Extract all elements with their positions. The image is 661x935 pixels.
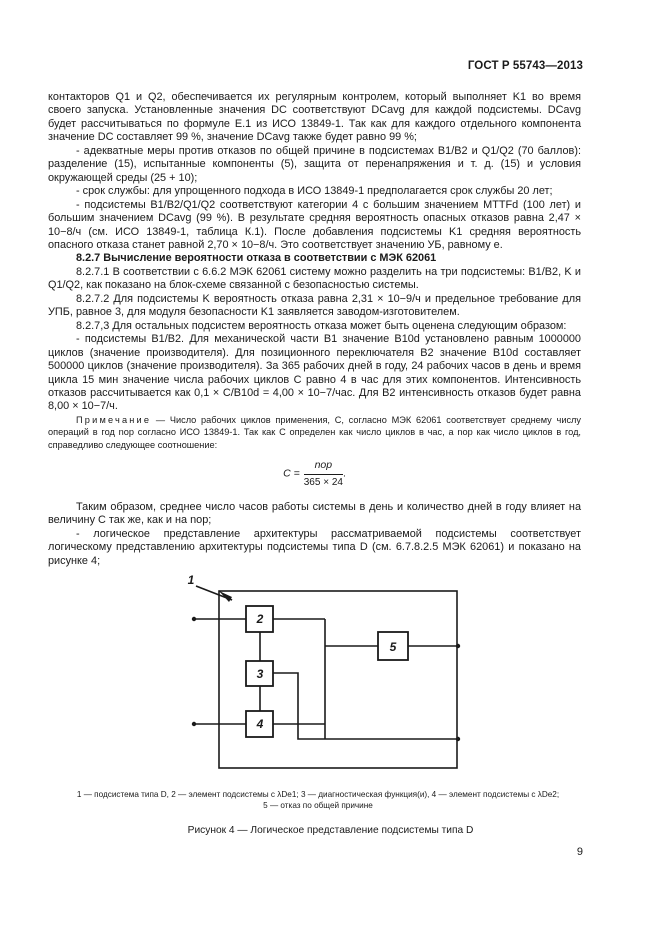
page-number: 9 — [576, 846, 583, 858]
diagnostic-output-line — [273, 673, 458, 739]
block-5-label: 5 — [389, 640, 397, 654]
paragraph-p9: Таким образом, среднее число часов работы системы в день и количество дней в году влияет на величину C так же, как и на nop; — [48, 501, 581, 527]
figure-legend — [48, 789, 588, 811]
output-node-bottom — [456, 737, 460, 741]
legend-line-1: 1 — подсистема типа D, 2 — элемент подсистемы с λDe1; 3 — диагностическая функция(и), 4 — элемент подсистемы с λDe2; — [76, 790, 560, 799]
paragraph-p5: 8.2.7.1 В соответствии с 6.6.2 МЭК 62061 систему можно разделить на три подсистемы: B1/B2, K и Q1/Q2, как показано на блок-схеме связанной с безопасностью системы. — [48, 265, 581, 292]
callout-label: 1 — [187, 573, 195, 587]
paragraph-p7: 8.2.7,3 Для остальных подсистем вероятность отказа может быть оценена следующим образом: — [76, 319, 567, 332]
input-node-bottom — [192, 722, 196, 726]
paragraph-p3: - срок службы: для упрощенного подхода в ИСО 13849-1 предполагается срок службы 20 лет; — [76, 185, 553, 198]
paragraph-p4: - подсистемы B1/B2/Q1/Q2 соответствуют категории 4 с большим значением MTTFd (100 лет) и большим значением DCavg (99 %). В результате средняя вероятность опасных отказов равна 2,47 × 10−8/ч (см. ИСО 13849-1, таблица К.1). После добавления подсистемы K1 средняя вероятность опасного отказа станет равной 2,70 × 10−8/ч. Это соответствует значению УБ, равному e. — [48, 198, 581, 251]
paragraph-p8: - подсистемы B1/B2. Для механической части B1 значение B10d установлено равным 1000000 циклов (значение производителя). Для позиционного переключателя B2 значение B10d составляет 500000 циклов (значение производителя). За 365 рабочих дней в году, 24 рабочих часов в день и время цикла 15 мин значение числа рабочих циклов C равно 4 в час для этих компонентов. Интенсивность отказов рассчитывается как 0,1 × C/B10d = 4,00 × 10−7/час. Для B2 интенсивность отказов будет равна 8,00 × 10−7/ч. — [48, 333, 581, 413]
block-3-label: 3 — [256, 667, 264, 681]
formula-tail: . — [342, 467, 346, 480]
output-node-top — [456, 644, 460, 648]
paragraph-p6: 8.2.7.2 Для подсистемы K вероятность отказа равна 2,31 × 10−9/ч и предельное требование для УПБ, равное 3, для модуля безопасности K1 заявляется заводом-изготовителем. — [48, 292, 581, 319]
formula-denominator: 365 × 24 — [303, 476, 343, 488]
block-2-label: 2 — [256, 612, 264, 626]
figure-caption: Рисунок 4 — Логическое представление подсистемы типа D — [187, 825, 474, 836]
note-text: — Число рабочих циклов применения, C, согласно МЭК 62061 соответствует среднему числу операций в год nop согласно ИСО 13849-1. Так как C определен как число циклов в час, а nop как число циклов в год, справедливо следующее соотношение: — [48, 414, 581, 450]
document-header: ГОСТ Р 55743—2013 — [467, 60, 583, 72]
formula-lhs: C = — [283, 467, 300, 480]
paragraph-p10: - логическое представление архитектуры рассматриваемой подсистемы соответствует логическому представлению архитектуры подсистемы типа D (см. 6.7.8.2.5 МЭК 62061) и показано на рисунке 4; — [48, 527, 581, 567]
block-4-label: 4 — [256, 717, 264, 731]
section-heading-8-2-7: 8.2.7 Вычисление вероятности отказа в соответствии с МЭК 62061 — [76, 252, 437, 265]
legend-line-2: 5 — отказ по общей причине — [263, 801, 373, 810]
note-label: Примечание — [76, 414, 152, 425]
input-node-top — [192, 617, 196, 621]
formula-numerator: nop — [304, 459, 343, 474]
paragraph-p1: контакторов Q1 и Q2, обеспечивается их регулярным контролем, который выполняет K1 во время своего запуска. Установленные значения DC соответствуют DCavg для каждой подсистемы. DCavg будет рассчитываться по формуле Е.1 из ИСО 13849-1. Так как для каждого отдельного компонента значение DC составляет 99 %, значение DCavg также будет равно 99 %; — [48, 91, 581, 144]
paragraph-p2: - адекватные меры против отказов по общей причине в подсистемах B1/B2 и Q1/Q2 (70 баллов): разделение (15), испытанные компоненты (5), защита от перенапряжения и т. д. (15) и условия окружающей среды (25 + 10); — [48, 144, 581, 184]
